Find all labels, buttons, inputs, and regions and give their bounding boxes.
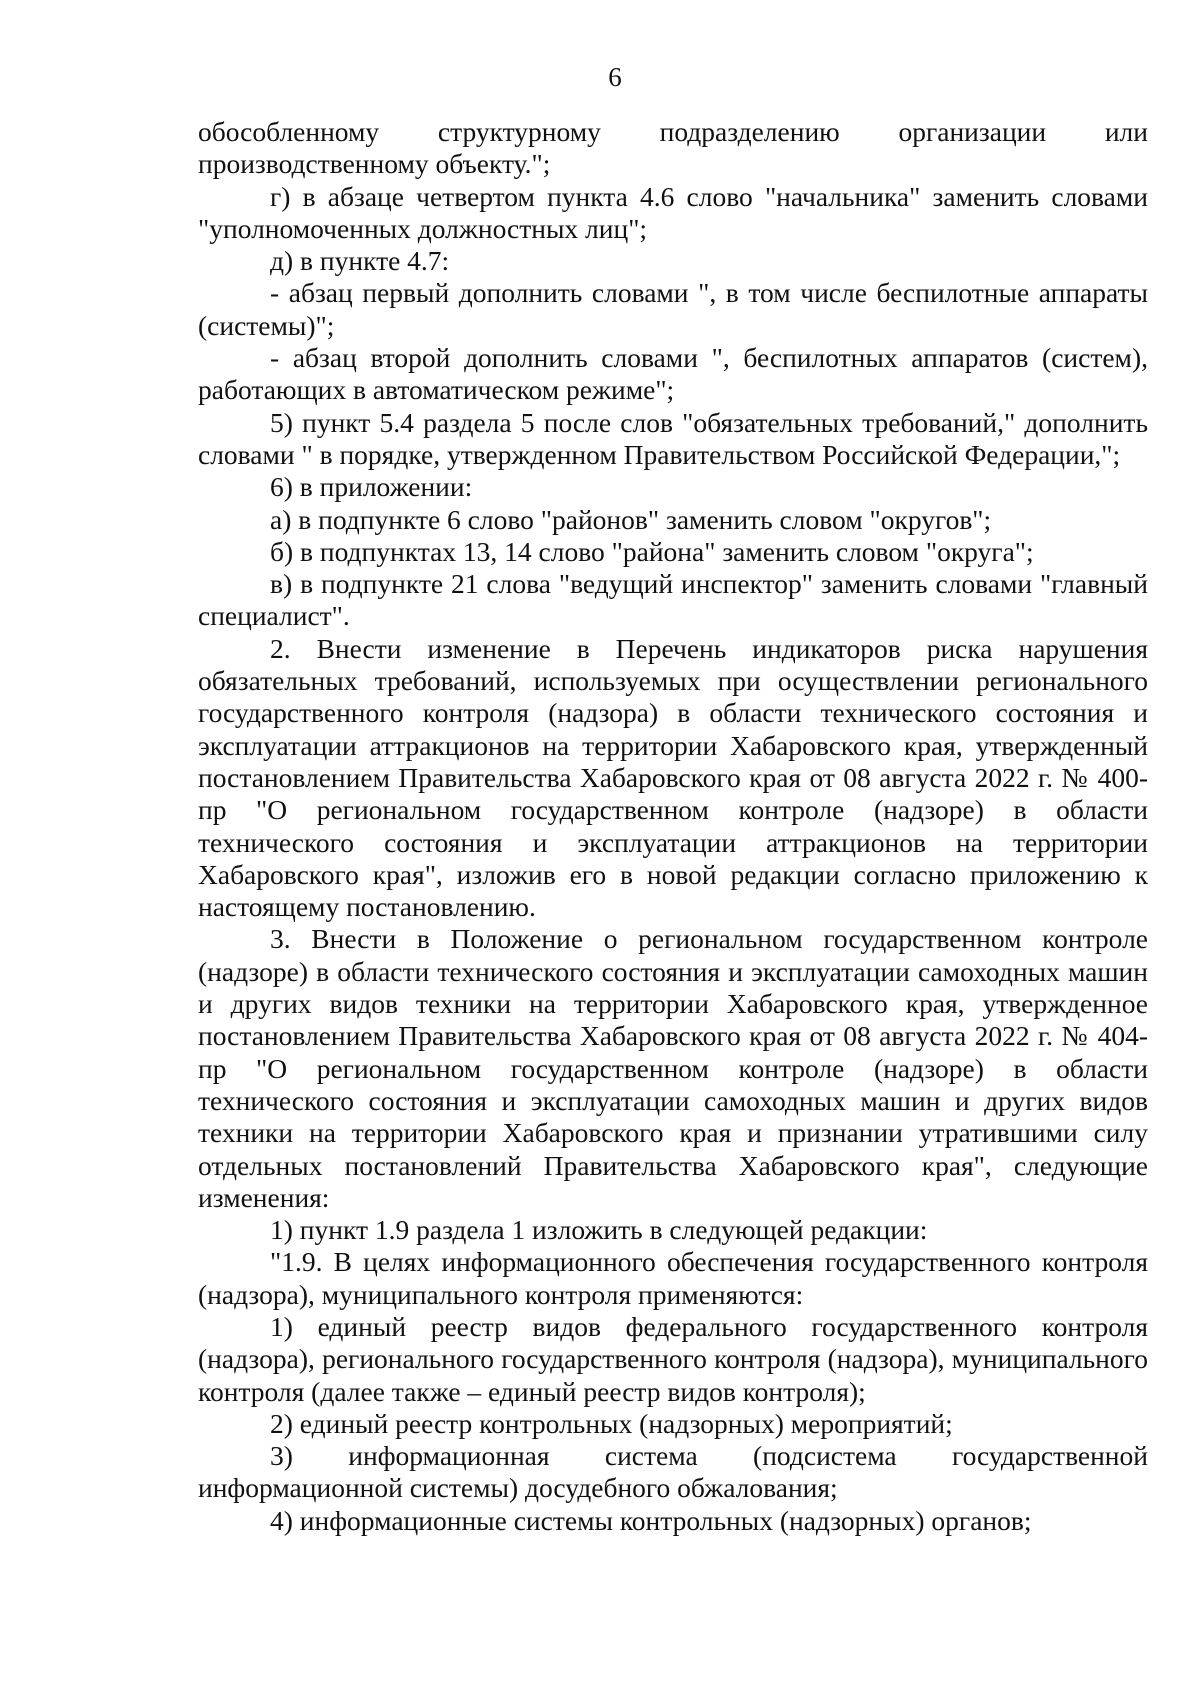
paragraph-list-3: 3) информационная система (подсистема государственной информационной системы) досудебного обжалования; — [198, 1440, 1148, 1504]
paragraph-item-1: 1) пункт 1.9 раздела 1 изложить в следующей редакции: — [270, 1214, 928, 1246]
paragraph-list-2: 2) единый реестр контрольных (надзорных) мероприятий; — [270, 1407, 953, 1439]
paragraph-item-5: 5) пункт 5.4 раздела 5 после слов "обязательных требований," дополнить словами " в порядке, утвержденном Правительством Российской Федерации,"; — [198, 406, 1148, 470]
paragraph-section-3: 3. Внести в Положение о региональном государственном контроле (надзоре) в области технического состояния и эксплуатации самоходных машин и других видов техники на территории Хабаровского края, утвержденное постановлением Правительства Хабаровского края от 08 августа 2022 г. № 404-пр "О региональном государственном контроле (надзоре) в области технического состояния и эксплуатации самоходных машин и других видов техники на территории Хабаровского края и признании утратившими силу отдельных постановлений Правительства Хабаровского края", следующие изменения: — [198, 923, 1148, 1213]
paragraph-subitem-v: в) в подпункте 21 слова "ведущий инспектор" заменить словами "главный специалист". — [198, 568, 1148, 632]
paragraph-item-6: 6) в приложении: — [270, 471, 473, 503]
page-number: 6 — [608, 62, 622, 92]
paragraph-continuation: обособленному структурному подразделению организации или производственному объекту."; — [198, 116, 1148, 180]
paragraph-list-4: 4) информационные системы контрольных (надзорных) органов; — [270, 1504, 1032, 1536]
paragraph-quote-1-9: "1.9. В целях информационного обеспечения государственного контроля (надзора), муниципального контроля применяются: — [198, 1246, 1148, 1310]
paragraph-abzac-second: - абзац второй дополнить словами ", беспилотных аппаратов (систем), работающих в автоматическом режиме"; — [198, 342, 1148, 406]
paragraph-item-g: г) в абзаце четвертом пункта 4.6 слово "начальника" заменить словами "уполномоченных должностных лиц"; — [198, 180, 1148, 244]
paragraph-abzac-first: - абзац первый дополнить словами ", в том числе беспилотные аппараты (системы)"; — [198, 277, 1148, 341]
paragraph-list-1: 1) единый реестр видов федерального государственного контроля (надзора), регионального государственного контроля (надзора), муниципального контроля (далее также – единый реестр видов контроля); — [198, 1310, 1148, 1407]
document-body — [198, 116, 1148, 1537]
paragraph-subitem-a: а) в подпункте 6 слово "районов" заменить словом "округов"; — [270, 503, 992, 535]
paragraph-item-d: д) в пункте 4.7: — [270, 245, 450, 277]
paragraph-subitem-b: б) в подпунктах 13, 14 слово "района" заменить словом "округа"; — [270, 535, 1034, 567]
paragraph-section-2: 2. Внести изменение в Перечень индикаторов риска нарушения обязательных требований, используемых при осуществлении регионального государственного контроля (надзора) в области технического состояния и эксплуатации аттракционов на территории Хабаровского края, утвержденный постановлением Правительства Хабаровского края от 08 августа 2022 г. № 400-пр "О региональном государственном контроле (надзоре) в области технического состояния и эксплуатации аттракционов на территории Хабаровского края", изложив его в новой редакции согласно приложению к настоящему постановлению. — [198, 632, 1148, 923]
